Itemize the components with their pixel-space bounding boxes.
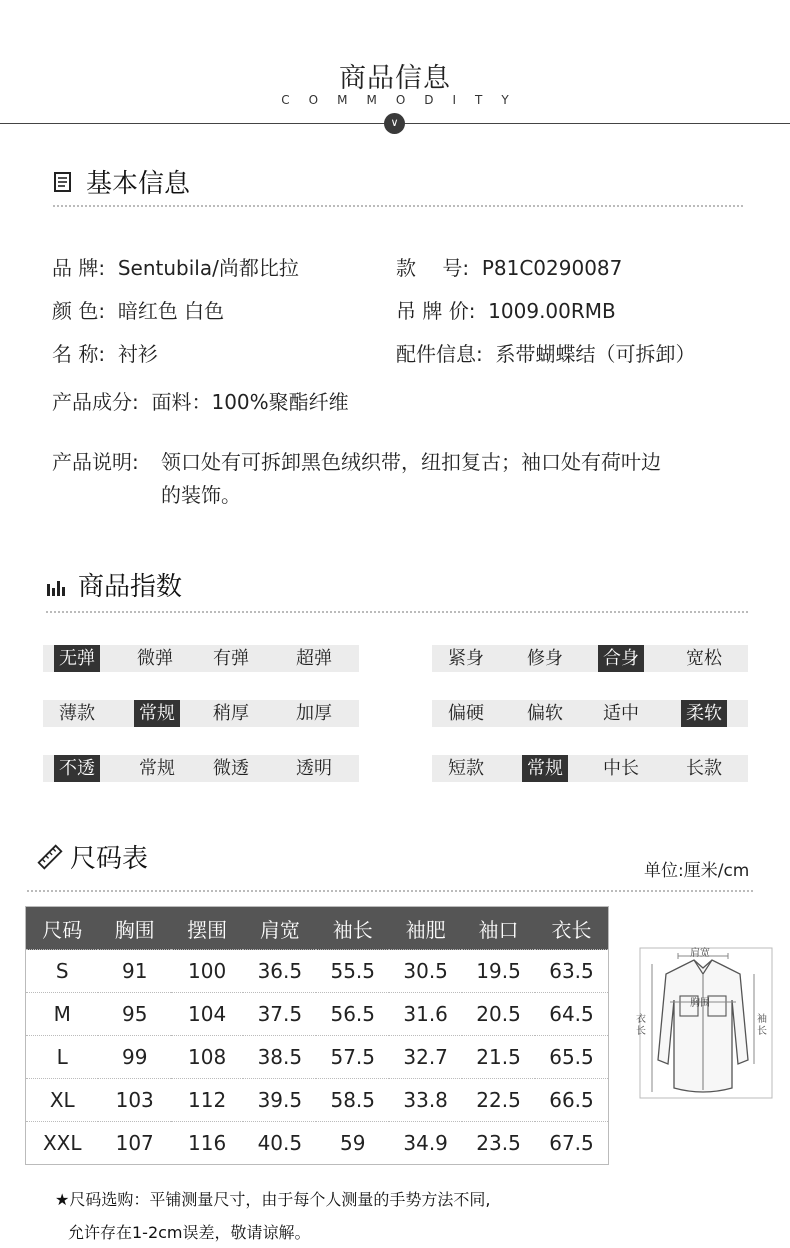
table-cell: 30.5 (389, 950, 462, 993)
transparency-row (43, 755, 359, 782)
table-cell: 37.5 (243, 993, 316, 1036)
color-row (52, 295, 224, 324)
table-cell: 40.5 (243, 1122, 316, 1165)
table-cell: 112 (171, 1079, 243, 1122)
index-option: 透明 (296, 758, 332, 779)
table-cell: 39.5 (243, 1079, 316, 1122)
table-cell: 116 (171, 1122, 243, 1165)
index-option: 不透 (54, 755, 100, 782)
composition-value: 面料：100%聚酯纤维 (151, 390, 349, 414)
table-cell: 58.5 (316, 1079, 389, 1122)
thickness-row (43, 700, 359, 727)
index-option: 短款 (448, 758, 484, 779)
description-label: 产品说明: (52, 450, 139, 474)
description-line-2: 的装饰。 (161, 483, 241, 507)
column-header: 摆围 (171, 907, 243, 950)
table-cell: 64.5 (535, 993, 609, 1036)
table-cell: 103 (98, 1079, 170, 1122)
size-chart-title: 尺码表 (70, 844, 149, 874)
index-option: 微透 (213, 758, 249, 779)
style-value: P81C0290087 (481, 256, 623, 280)
page-subtitle: COMMODITY (281, 93, 528, 107)
description-line-1: 领口处有可拆卸黑色绒织带，纽扣复古；袖口处有荷叶边 (161, 450, 661, 474)
table-cell: 57.5 (316, 1036, 389, 1079)
table-cell: 65.5 (535, 1036, 609, 1079)
elasticity-row (43, 645, 359, 672)
table-row (26, 1079, 609, 1122)
index-option: 中长 (603, 758, 639, 779)
index-option: 微弹 (137, 648, 173, 669)
table-header-row (26, 907, 609, 950)
table-cell: 108 (171, 1036, 243, 1079)
shoulder-label: 肩宽 (690, 948, 710, 959)
table-cell: 33.8 (389, 1079, 462, 1122)
table-cell: 23.5 (462, 1122, 535, 1165)
index-option: 稍厚 (213, 703, 249, 724)
brand-label: 品 牌: (52, 256, 106, 280)
table-cell: 55.5 (316, 950, 389, 993)
index-option: 超弹 (296, 648, 332, 669)
index-option: 长款 (686, 758, 722, 779)
table-cell: 38.5 (243, 1036, 316, 1079)
index-option: 无弹 (54, 645, 100, 672)
sleeve-label: 袖长 (757, 1014, 767, 1037)
table-row (26, 1122, 609, 1165)
length-row (432, 755, 748, 782)
column-header: 袖肥 (389, 907, 462, 950)
column-header: 肩宽 (243, 907, 316, 950)
index-option: 加厚 (296, 703, 332, 724)
unit-label: 单位:厘米/cm (644, 861, 750, 881)
table-cell: S (26, 950, 99, 993)
table-cell: 99 (98, 1036, 170, 1079)
section-divider (46, 611, 748, 613)
shirt-diagram (630, 940, 780, 1100)
table-cell: 34.9 (389, 1122, 462, 1165)
document-icon (53, 171, 73, 193)
composition-row (52, 386, 349, 415)
column-header: 袖口 (462, 907, 535, 950)
table-cell: 63.5 (535, 950, 609, 993)
color-label: 颜 色: (52, 299, 106, 323)
index-option: 常规 (134, 700, 180, 727)
table-cell: 104 (171, 993, 243, 1036)
index-option: 宽松 (686, 648, 722, 669)
composition-label: 产品成分: (52, 390, 139, 414)
table-cell: XL (26, 1079, 99, 1122)
price-row (396, 295, 616, 324)
table-cell: L (26, 1036, 99, 1079)
table-cell: 22.5 (462, 1079, 535, 1122)
index-title: 商品指数 (78, 572, 183, 602)
table-cell: 95 (98, 993, 170, 1036)
table-cell: 32.7 (389, 1036, 462, 1079)
price-label: 吊 牌 价: (396, 299, 476, 323)
section-divider (27, 890, 753, 892)
index-option: 薄款 (59, 703, 95, 724)
table-cell: 67.5 (535, 1122, 609, 1165)
length-label: 衣长 (636, 1014, 646, 1037)
index-option: 偏软 (527, 703, 563, 724)
table-cell: 56.5 (316, 993, 389, 1036)
bar-chart-icon (46, 578, 66, 598)
table-cell: 20.5 (462, 993, 535, 1036)
index-option: 常规 (139, 758, 175, 779)
table-cell: 19.5 (462, 950, 535, 993)
softness-row (432, 700, 748, 727)
table-cell: 31.6 (389, 993, 462, 1036)
table-cell: 66.5 (535, 1079, 609, 1122)
accessory-row (396, 338, 695, 367)
index-option: 有弹 (213, 648, 249, 669)
index-option: 修身 (527, 648, 563, 669)
size-table (25, 906, 609, 1165)
basic-info-title: 基本信息 (86, 169, 191, 199)
column-header: 衣长 (535, 907, 609, 950)
ruler-icon (37, 844, 63, 870)
column-header: 胸围 (98, 907, 170, 950)
style-label: 款 号: (396, 256, 470, 280)
table-cell: M (26, 993, 99, 1036)
section-divider (53, 205, 743, 207)
table-cell: 59 (316, 1122, 389, 1165)
name-label: 名 称: (52, 342, 106, 366)
size-note-line-1: ★尺码选购：平铺测量尺寸，由于每个人测量的手势方法不同, (55, 1190, 491, 1209)
fit-row (432, 645, 748, 672)
price-value: 1009.00RMB (488, 299, 616, 323)
index-option: 适中 (603, 703, 639, 724)
size-note-line-2: 允许存在1-2cm误差，敬请谅解。 (68, 1223, 311, 1242)
page-title: 商品信息 (339, 63, 451, 94)
style-row (396, 252, 622, 281)
chest-label: 胸围 (690, 998, 710, 1009)
column-header: 袖长 (316, 907, 389, 950)
table-row (26, 950, 609, 993)
table-cell: 36.5 (243, 950, 316, 993)
table-row (26, 1036, 609, 1079)
column-header: 尺码 (26, 907, 99, 950)
brand-value: Sentubila/尚都比拉 (117, 256, 299, 280)
index-option: 合身 (598, 645, 644, 672)
accessory-value: 系带蝴蝶结（可拆卸） (495, 342, 696, 366)
brand-row (52, 252, 299, 281)
table-cell: 107 (98, 1122, 170, 1165)
color-value: 暗红色 白色 (117, 299, 225, 323)
table-cell: XXL (26, 1122, 99, 1165)
table-cell: 100 (171, 950, 243, 993)
index-option: 偏硬 (448, 703, 484, 724)
table-cell: 21.5 (462, 1036, 535, 1079)
table-cell: 91 (98, 950, 170, 993)
table-row (26, 993, 609, 1036)
accessory-label: 配件信息: (396, 342, 483, 366)
name-row (52, 338, 158, 367)
index-option: 紧身 (448, 648, 484, 669)
chevron-down-icon: ∨ (384, 113, 405, 134)
index-option: 常规 (522, 755, 568, 782)
name-value: 衬衫 (117, 342, 158, 366)
index-option: 柔软 (681, 700, 727, 727)
